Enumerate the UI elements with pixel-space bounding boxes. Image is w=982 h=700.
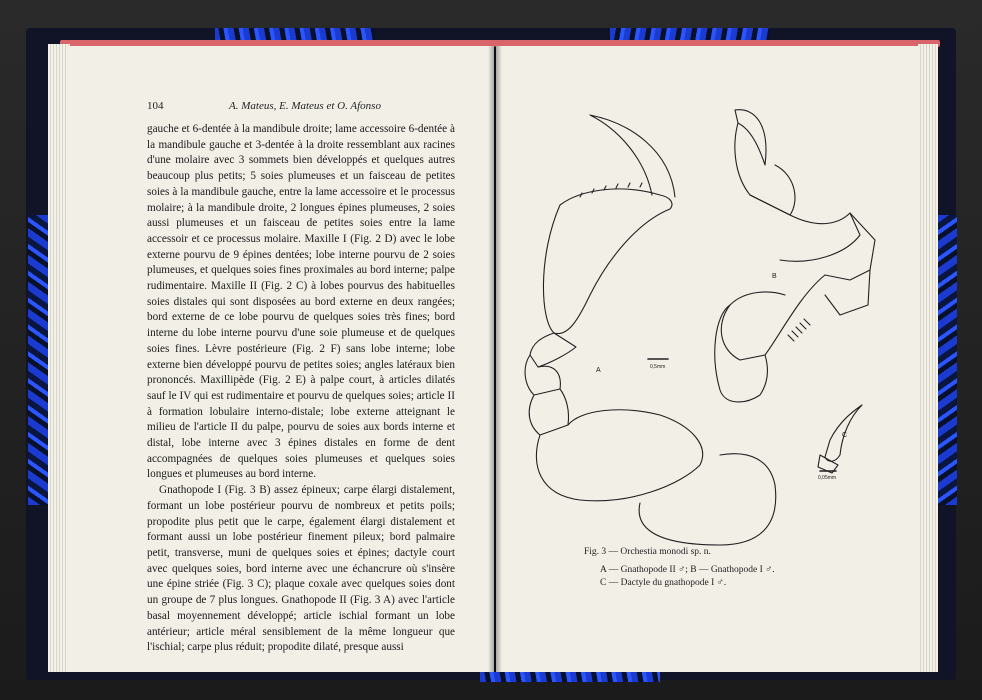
label-b: B [772, 273, 777, 280]
gnathopod-ii-merus [525, 355, 560, 395]
gnathopod-ii-dactyl [590, 115, 675, 197]
label-c: C [842, 432, 848, 439]
paragraph-1: gauche et 6-dentée à la mandibule droite; lame accessoire 6-dentée à la mandibule gauche et 3-dentée à la droite ressemblant aux racines d'une molaire avec 3 sommets bien développés et quelques autres beaucoup plus petits; 5 soies plumeuses et un faisceau de petites soies à la mandibule gauche, entre la lame accessoire et le processus molaire; à la mandibule droite, 2 longues épines plumeuses, 2 soies aussi plumeuses et un faisceau de petites soies entre la lame accessoir et ce processus molaire. Maxille I (Fig. 2 D) avec le lobe externe pourvu de 9 épines dentées; lobe interne pourvu de 2 soies plumeuses, et quelques soies fines proximales au bord interne; palpe rudimentaire. Maxille II (Fig. 2 C) à lobes pourvus des habituelles soies distales qui sont disposées au bord externe en deux rangées; bord externe de ce lobe pourvu de quelques soies très fines; bord interne du lobe interne pourvu d'une soie plumeuse et de quelques soies fines. Lèvre postérieure (Fig. 2 F) sans lobe interne; lobe externe bien développé pourvu de petites soies; angles latéraux bien prononcés. Maxillipède (Fig. 2 E) à palpe court, à articles dilatés sauf le IV qui est rudimentaire et pourvu de quelques soies; article II à formation lobulaire interno-distale; lobe externe atteignant le milieu de l'article II du palpe, pourvu de soies aux bords interne et distal, lobe interne avec 3 épines distales en forme de dent accompagnées de quelques soies plumeuses et quelques soies longues et plumeuses au bord interne. [147, 123, 455, 481]
running-head-authors: A. Mateus, E. Mateus et O. Afonso [229, 100, 381, 112]
label-a: A [596, 367, 601, 374]
marbled-edge-left [28, 215, 50, 505]
caption-line-1: A — Gnathopode II ♂; B — Gnathopode I ♂. [600, 565, 775, 575]
marbled-edge-right [935, 215, 957, 505]
scale-label-c: 0,05mm [818, 475, 837, 481]
gnathopod-ii-basis [536, 410, 702, 501]
marbled-edge-bottom [480, 672, 660, 682]
page-number: 104 [147, 100, 164, 112]
gnathopod-i-dactyl [735, 110, 766, 165]
caption-title: Fig. 3 — Orchestia monodi sp. n. [584, 547, 711, 557]
figure-3-drawing [520, 105, 880, 550]
book-gutter [488, 46, 502, 672]
body-text [147, 122, 455, 656]
gnathopod-ii-coxa [639, 454, 776, 545]
gnathopod-ii-carpus [530, 333, 576, 367]
scale-label-a: 0,5mm [650, 364, 666, 370]
gnathopod-i-carpus [750, 195, 860, 261]
caption-line-2: C — Dactyle du gnathopode I ♂. [600, 578, 727, 588]
paragraph-2: Gnathopode I (Fig. 3 B) assez épineux; carpe élargi distalement, formant un lobe postérieur pourvu de nombreux et petits poils; propodite plus petit que le carpe, également élargi distalement et formant aussi un lobe postérieur finement pileux; bord palmaire petit, transverse, muni de quelques soies et épines; dactyle court avec quelques soies, bord interne avec une échancrure où s'insère une épine striée (Fig. 3 C); plaque coxale avec quelques soies dont un groupe de 7 plus longues. Gnathopode II (Fig. 3 A) avec l'article basal moyennement développé; article ischial formant un lobe antérieur; article méral sensiblement de la même longueur que l'ischial; carpe plus réduit; propodite dilaté, presque aussi [147, 484, 455, 654]
gnathopod-i-hairs [788, 319, 810, 341]
running-header [147, 100, 452, 116]
gnathopod-i-basis [721, 275, 825, 360]
gnathopod-ii-ischium [529, 389, 568, 435]
page-stack-right [918, 44, 938, 672]
gnathopod-ii-propodus [543, 189, 672, 334]
